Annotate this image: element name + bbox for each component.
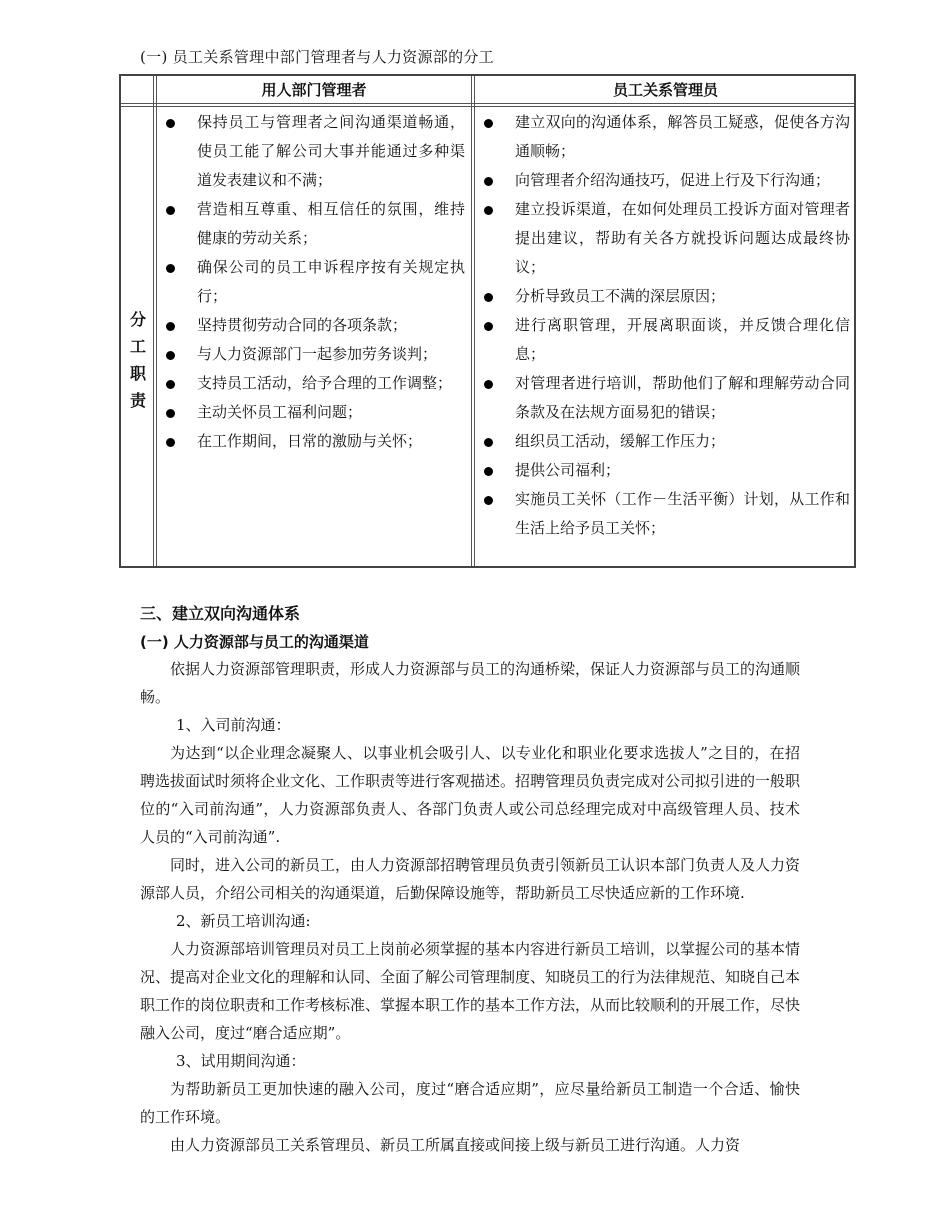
- list-item: [475, 456, 850, 485]
- list-item: [475, 282, 850, 311]
- side-label-char: 分: [129, 310, 146, 329]
- side-label-char: 职: [129, 364, 146, 383]
- bullet-icon: [484, 177, 493, 186]
- bullet-icon: [166, 409, 175, 418]
- list-item-text: 提供公司福利；: [515, 461, 621, 479]
- bullet-icon: [166, 119, 175, 128]
- header-department-manager: 用人部门管理者: [261, 81, 367, 99]
- list-item-text: 对管理者进行培训，帮助他们了解和理解劳动合同条款及在法规方面易犯的错误；: [515, 374, 850, 421]
- bullet-icon: [166, 206, 175, 215]
- list-item: [157, 340, 465, 369]
- list-item: [157, 369, 465, 398]
- list-item-text: 分析导致员工不满的深层原因；: [515, 287, 726, 305]
- item-title: 1、入司前沟通：: [176, 716, 291, 734]
- list-item-text: 实施员工关怀（工作－生活平衡）计划，从工作和生活上给予员工关怀；: [515, 490, 850, 537]
- list-item-text: 在工作期间，日常的激励与关怀；: [197, 432, 423, 450]
- bullet-icon: [484, 467, 493, 476]
- list-item-text: 主动关怀员工福利问题；: [197, 403, 363, 421]
- bullet-icon: [166, 322, 175, 331]
- left-column: [157, 108, 465, 456]
- bullet-icon: [484, 293, 493, 302]
- list-item-text: 支持员工活动，给予合理的工作调整；: [197, 374, 453, 392]
- bullet-icon: [484, 322, 493, 331]
- item-title: 3、试用期间沟通：: [176, 1052, 306, 1070]
- paragraph: 由人力资源部员工关系管理员、新员工所属直接或间接上级与新员工进行沟通。人力资: [170, 1136, 741, 1154]
- paragraph: 为帮助新员工更加快速的融入公司，度过“磨合适应期”，应尽量给新员工制造一个合适、愉快的工作环境。: [140, 1080, 800, 1126]
- header-divider: [121, 103, 854, 104]
- list-item-text: 组织员工活动，缓解工作压力；: [515, 432, 726, 450]
- item-title: 2、新员工培训沟通:: [176, 912, 311, 930]
- paragraph: 依据人力资源部管理职责，形成人力资源部与员工的沟通桥梁，保证人力资源部与员工的沟通顺畅。: [140, 660, 801, 706]
- header-divider: [121, 106, 854, 107]
- bullet-icon: [484, 438, 493, 447]
- bullet-icon: [166, 264, 175, 273]
- bullet-icon: [166, 438, 175, 447]
- list-item: [475, 108, 850, 166]
- bullet-icon: [484, 206, 493, 215]
- paragraph: 人力资源部培训管理员对员工上岗前必须掌握的基本内容进行新员工培训，以掌握公司的基本情况、提高对企业文化的理解和认同、全面了解公司管理制度、知晓员工的行为法律规范、知晓自己本职工作的岗位职责和工作考核标准、掌握本职工作的基本工作方法，从而比较顺利的开展工作，尽快融入公司，度过“磨合适应期”。: [140, 940, 801, 1042]
- list-item: [475, 195, 850, 282]
- list-item: [157, 311, 465, 340]
- list-item: [157, 253, 465, 311]
- list-item-text: 坚持贯彻劳动合同的各项条款；: [197, 316, 408, 334]
- right-column: [475, 108, 850, 543]
- side-label: [121, 306, 155, 414]
- list-item-text: 建立双向的沟通体系，解答员工疑惑，促使各方沟通顺畅；: [515, 113, 850, 160]
- bullet-icon: [484, 380, 493, 389]
- header-employee-relations: 员工关系管理员: [612, 81, 718, 99]
- list-item: [475, 311, 850, 369]
- bullet-icon: [484, 119, 493, 128]
- table-caption: (一) 员工关系管理中部门管理者与人力资源部的分工: [140, 48, 494, 66]
- paragraph: 为达到“以企业理念凝聚人、以事业机会吸引人、以专业化和职业化要求选拔人”之目的，在招聘选拔面试时须将企业文化、工作职责等进行客观描述。招聘管理员负责完成对公司拟引进的一般职位的“入司前沟通”，人力资源部负责人、各部门负责人或公司总经理完成对中高级管理人员、技术人员的“入司前沟通”.: [140, 744, 801, 846]
- list-item: [157, 108, 465, 195]
- paragraph: 同时，进入公司的新员工，由人力资源部招聘管理员负责引领新员工认识本部门负责人及人力资源部人员，介绍公司相关的沟通渠道，后勤保障设施等，帮助新员工尽快适应新的工作环境.: [140, 856, 801, 902]
- list-item-text: 确保公司的员工申诉程序按有关规定执行；: [197, 258, 465, 305]
- list-item: [475, 427, 850, 456]
- list-item: [157, 398, 465, 427]
- section-heading: 三、建立双向沟通体系: [140, 604, 301, 623]
- list-item: [157, 427, 465, 456]
- list-item-text: 与人力资源部门一起参加劳务谈判；: [197, 345, 438, 363]
- list-item-text: 保持员工与管理者之间沟通渠道畅通，使员工能了解公司大事并能通过多种渠道发表建议和不满；: [197, 113, 465, 189]
- bullet-icon: [484, 496, 493, 505]
- bullet-icon: [166, 380, 175, 389]
- subsection-heading: (一) 人力资源部与员工的沟通渠道: [140, 633, 369, 651]
- list-item-text: 进行离职管理，开展离职面谈，并反馈合理化信息；: [515, 316, 850, 363]
- list-item: [475, 485, 850, 543]
- responsibility-table: [119, 74, 856, 568]
- body-text: [140, 655, 800, 1159]
- list-item: [157, 195, 465, 253]
- list-item-text: 向管理者介绍沟通技巧，促进上行及下行沟通；: [515, 171, 831, 189]
- list-item: [475, 369, 850, 427]
- column-divider: [471, 76, 472, 566]
- side-label-char: 工: [129, 337, 146, 356]
- side-label-char: 责: [129, 391, 146, 410]
- bullet-icon: [166, 351, 175, 360]
- list-item-text: 营造相互尊重、相互信任的氛围，维持健康的劳动关系；: [197, 200, 465, 247]
- list-item-text: 建立投诉渠道，在如何处理员工投诉方面对管理者提出建议，帮助有关各方就投诉问题达成最终协议；: [515, 200, 850, 276]
- list-item: [475, 166, 850, 195]
